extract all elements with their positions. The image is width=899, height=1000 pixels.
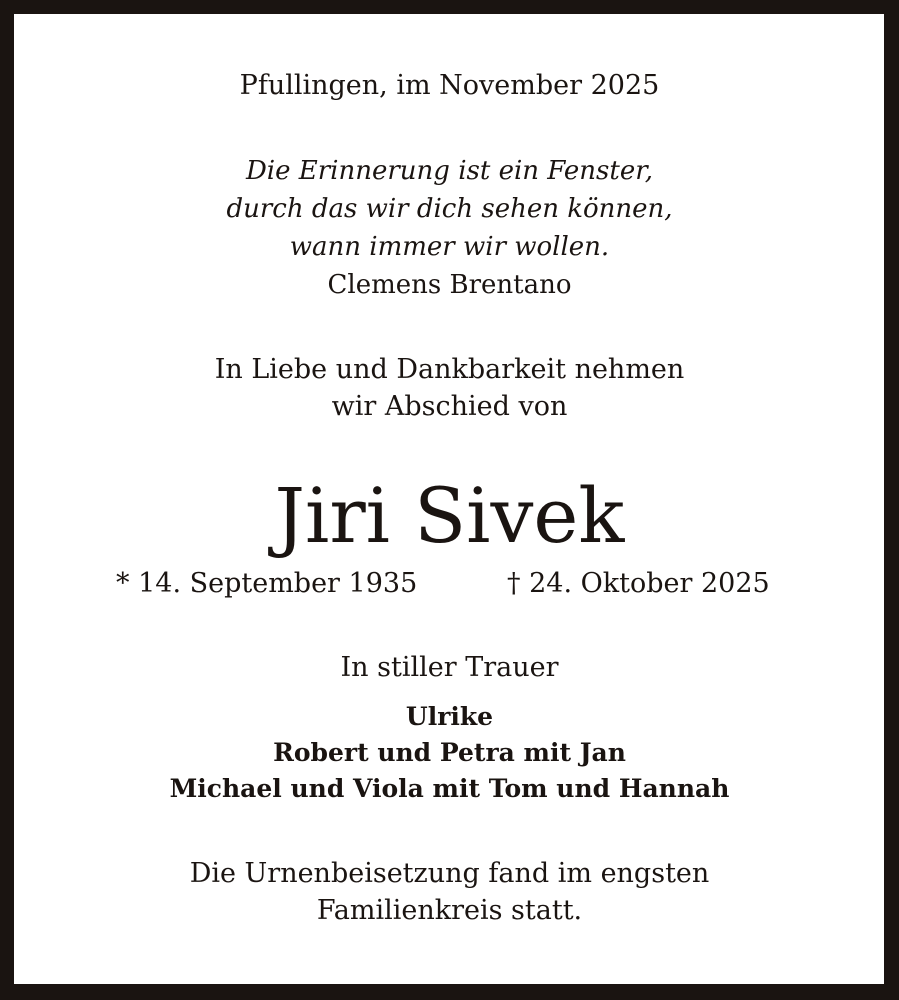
place-date: Pfullingen, im November 2025 — [239, 70, 660, 101]
family-member: Robert und Petra mit Jan — [273, 738, 626, 767]
family-member: Ulrike — [405, 702, 494, 731]
death-date: † 24. Oktober 2025 — [507, 568, 770, 599]
burial-note: Familienkreis statt. — [316, 895, 583, 926]
intro-line: In Liebe und Dankbarkeit nehmen — [214, 354, 685, 385]
burial-note: Die Urnenbeisetzung fand im engsten — [189, 858, 710, 889]
family-member: Michael und Viola mit Tom und Hannah — [169, 774, 730, 803]
quote-line: Die Erinnerung ist ein Fenster, — [245, 156, 654, 186]
birth-date: * 14. September 1935 — [116, 568, 418, 599]
quote-line: wann immer wir wollen. — [289, 232, 610, 262]
quote-author: Clemens Brentano — [327, 270, 572, 300]
deceased-name: Jiri Sivek — [274, 471, 625, 560]
mourning-heading: In stiller Trauer — [340, 652, 559, 683]
quote-line: durch das wir dich sehen können, — [226, 194, 673, 224]
intro-line: wir Abschied von — [331, 391, 568, 422]
